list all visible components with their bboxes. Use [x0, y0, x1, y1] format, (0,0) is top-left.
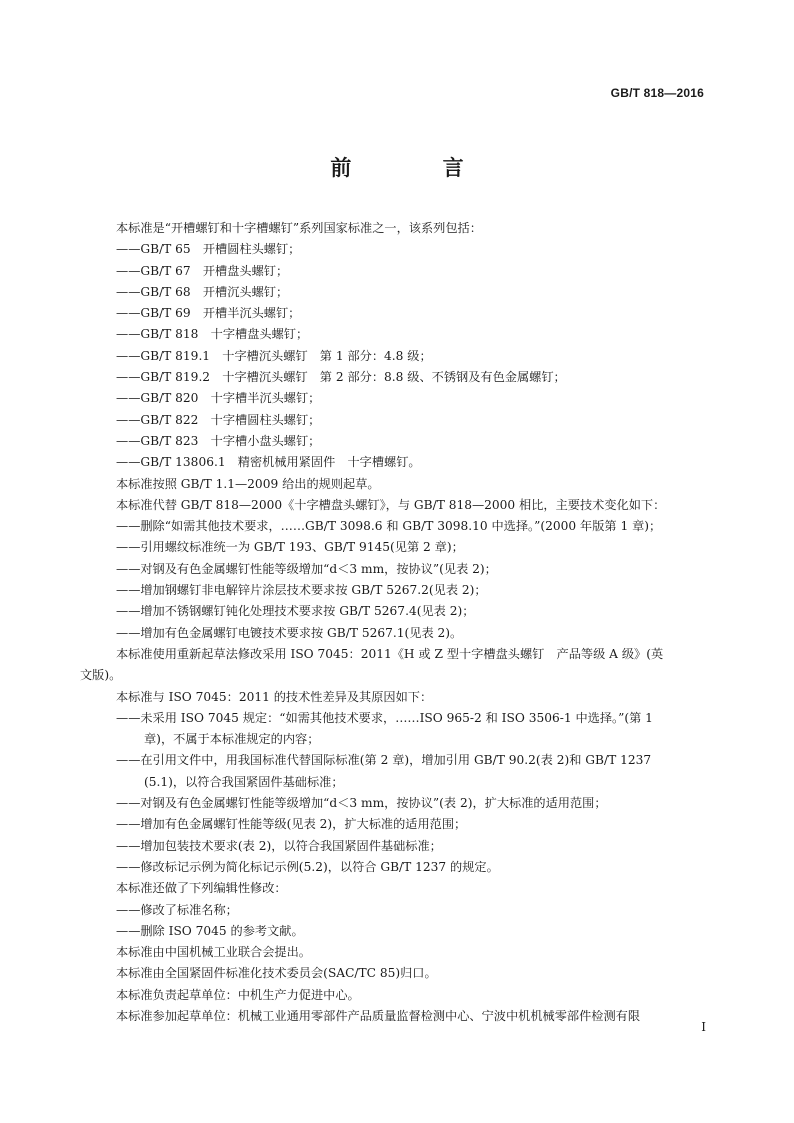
list-item: ——对钢及有色金属螺钉性能等级增加“d＜3 mm，按协议”(见表 2)； [116, 561, 497, 576]
paragraph: 本标准参加起草单位：机械工业通用零部件产品质量监督检测中心、宁波中机机械零部件检测有限 [116, 1008, 641, 1023]
page-number: I [701, 1020, 706, 1034]
list-item: ——增加不锈钢螺钉钝化处理技术要求按 GB/T 5267.4(见表 2)； [116, 604, 475, 619]
paragraph: 本标准负责起草单位：中机生产力促进中心。 [116, 987, 360, 1002]
list-item: ——在引用文件中，用我国标准代替国际标准(第 2 章)，增加引用 GB/T 90.2(表 2)和 GB/T 1237 [116, 753, 652, 768]
paragraph: 本标准代替 GB/T 818—2000《十字槽盘头螺钉》，与 GB/T 818—2000 相比，主要技术变化如下： [116, 497, 666, 512]
list-item: ——GB/T 819.1 十字槽沉头螺钉 第 1 部分：4.8 级； [116, 348, 432, 363]
list-item: ——未采用 ISO 7045 规定：“如需其他技术要求，……ISO 965-2 和 ISO 3506-1 中选择。”(第 1 [116, 710, 653, 725]
list-item: ——删除 ISO 7045 的参考文献。 [116, 923, 304, 938]
list-item-continuation: (5.1)，以符合我国紧固件基础标准； [144, 774, 344, 789]
paragraph: 本标准与 ISO 7045：2011 的技术性差异及其原因如下： [116, 689, 433, 704]
paragraph: 本标准由全国紧固件标准化技术委员会(SAC/TC 85)归口。 [116, 966, 437, 981]
list-item: ——GB/T 822 十字槽圆柱头螺钉； [116, 412, 321, 427]
list-item: ——修改标记示例为简化标记示例(5.2)，以符合 GB/T 1237 的规定。 [116, 859, 499, 874]
list-item: ——增加有色金属螺钉电镀技术要求按 GB/T 5267.1(见表 2)。 [116, 625, 463, 640]
list-item: ——GB/T 820 十字槽半沉头螺钉； [116, 391, 321, 406]
paragraph: 本标准按照 GB/T 1.1—2009 给出的规则起草。 [116, 476, 380, 491]
list-item: ——GB/T 13806.1 精密机械用紧固件 十字槽螺钉。 [116, 455, 421, 470]
list-item: ——GB/T 818 十字槽盘头螺钉； [116, 327, 309, 342]
list-item-continuation: 章)，不属于本标准规定的内容； [144, 732, 320, 747]
paragraph: 本标准是“开槽螺钉和十字槽螺钉”系列国家标准之一，该系列包括： [116, 221, 482, 235]
list-item: ——GB/T 68 开槽沉头螺钉； [116, 284, 289, 299]
list-item: ——修改了标准名称； [116, 902, 238, 917]
standard-number: GB/T 818—2016 [610, 86, 704, 100]
paragraph: 本标准使用重新起草法修改采用 ISO 7045：2011《H 或 Z 型十字槽盘头螺钉 产品等级 A 级》(英 [116, 646, 664, 661]
list-item: ——对钢及有色金属螺钉性能等级增加“d＜3 mm，按协议”(表 2)，扩大标准的适用范围； [116, 796, 607, 811]
list-item: ——GB/T 819.2 十字槽沉头螺钉 第 2 部分：8.8 级、不锈钢及有色金属螺钉； [116, 370, 566, 385]
list-item: ——GB/T 69 开槽半沉头螺钉； [116, 306, 301, 321]
paragraph: 本标准由中国机械工业联合会提出。 [116, 945, 311, 960]
list-item: ——删除“如需其他技术要求，……GB/T 3098.6 和 GB/T 3098.10 中选择。”(2000 年版第 1 章)； [116, 519, 662, 534]
paragraph: 本标准还做了下列编辑性修改： [116, 881, 287, 896]
list-item: ——引用螺纹标准统一为 GB/T 193、GB/T 9145(见第 2 章)； [116, 540, 464, 555]
list-item: ——增加钢螺钉非电解锌片涂层技术要求按 GB/T 5267.2(见表 2)； [116, 583, 487, 598]
list-item: ——增加包装技术要求(表 2)，以符合我国紧固件基础标准； [116, 838, 442, 853]
foreword-body [80, 218, 708, 1027]
paragraph-continuation: 文版)。 [80, 668, 122, 683]
list-item: ——增加有色金属螺钉性能等级(见表 2)，扩大标准的适用范围； [116, 817, 467, 832]
list-item: ——GB/T 65 开槽圆柱头螺钉； [116, 242, 301, 257]
list-item: ——GB/T 67 开槽盘头螺钉； [116, 263, 289, 278]
page-title: 前 言 [330, 156, 506, 180]
list-item: ——GB/T 823 十字槽小盘头螺钉； [116, 433, 321, 448]
